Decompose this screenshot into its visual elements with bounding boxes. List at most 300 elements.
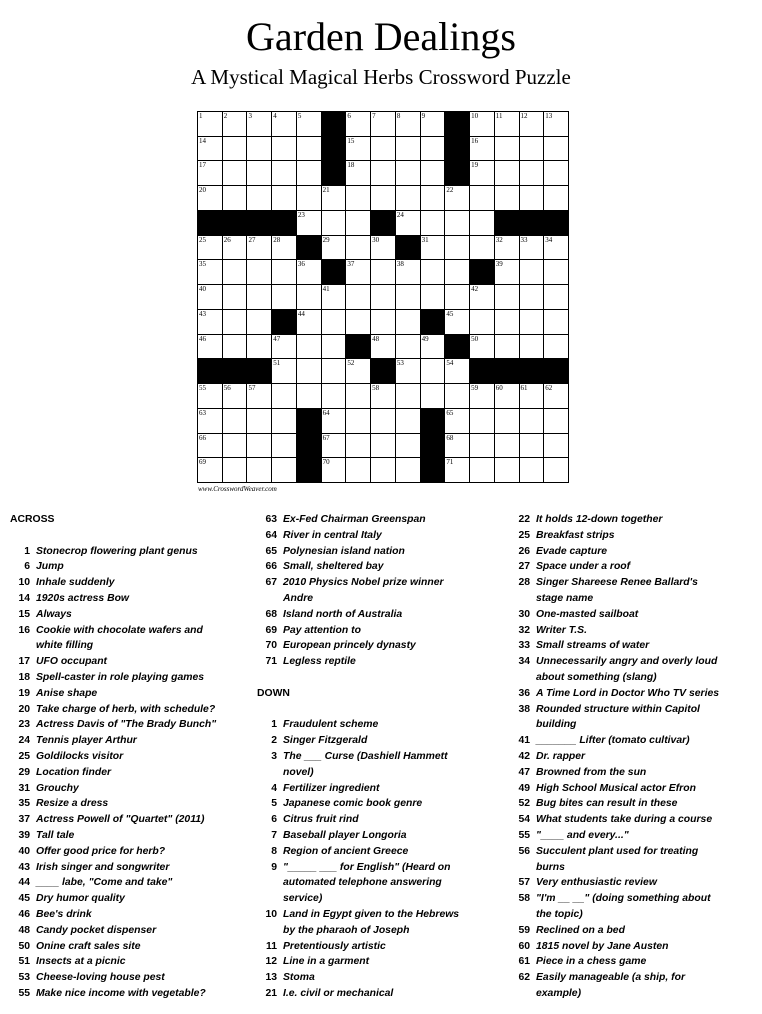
cell-number: 19 xyxy=(471,161,479,170)
grid-cell[interactable] xyxy=(370,185,396,211)
cell-number: 46 xyxy=(199,334,206,343)
grid-cell[interactable] xyxy=(395,185,421,211)
grid-cell[interactable] xyxy=(395,309,421,335)
clue-number: 16 xyxy=(18,624,30,636)
cell-number: 55 xyxy=(199,384,206,393)
grid-cell[interactable] xyxy=(519,235,545,261)
grid-cell[interactable] xyxy=(271,185,297,211)
down-clue xyxy=(510,812,755,828)
grid-cell[interactable] xyxy=(345,309,371,335)
grid-cell[interactable] xyxy=(246,383,272,409)
grid-cell[interactable] xyxy=(296,383,322,409)
grid-cell[interactable] xyxy=(197,334,223,360)
grid-cell[interactable] xyxy=(296,185,322,211)
grid-cell[interactable] xyxy=(395,408,421,434)
grid-cell[interactable] xyxy=(395,433,421,459)
grid-cell[interactable] xyxy=(271,235,297,261)
grid-cell[interactable] xyxy=(543,309,569,335)
grid-cell[interactable] xyxy=(271,334,297,360)
grid-cell[interactable] xyxy=(197,111,223,137)
across-clue xyxy=(10,907,250,923)
grid-cell[interactable] xyxy=(395,334,421,360)
grid-cell[interactable] xyxy=(321,383,347,409)
grid-cell[interactable] xyxy=(469,111,495,137)
grid-cell[interactable] xyxy=(345,235,371,261)
clue-text: Goldilocks visitor xyxy=(36,750,124,762)
grid-cell[interactable] xyxy=(197,284,223,310)
grid-cell[interactable] xyxy=(246,259,272,285)
down-clue xyxy=(510,970,755,986)
black-square xyxy=(543,210,569,236)
across-clue xyxy=(10,781,250,797)
down-clue xyxy=(510,638,755,654)
grid-cell[interactable] xyxy=(469,309,495,335)
clue-number xyxy=(10,638,36,654)
across-clue xyxy=(10,796,250,812)
clue-number: 18 xyxy=(18,671,30,683)
grid-cell[interactable] xyxy=(494,185,520,211)
clue-number xyxy=(510,907,536,923)
grid-cell[interactable] xyxy=(494,334,520,360)
clue-number xyxy=(257,923,283,939)
grid-cell[interactable] xyxy=(494,457,520,483)
grid-cell[interactable] xyxy=(296,160,322,186)
grid-cell[interactable] xyxy=(519,111,545,137)
grid-cell[interactable] xyxy=(395,136,421,162)
grid-cell[interactable] xyxy=(197,185,223,211)
grid-cell[interactable] xyxy=(395,210,421,236)
cell-number: 33 xyxy=(520,235,528,244)
cell-number: 7 xyxy=(372,112,376,120)
grid-cell[interactable] xyxy=(197,136,223,162)
clue-number xyxy=(257,591,283,607)
clue-number: 14 xyxy=(18,592,30,604)
clue-text: about something (slang) xyxy=(536,671,657,683)
grid-cell[interactable] xyxy=(543,433,569,459)
grid-cell[interactable] xyxy=(296,210,322,236)
grid-cell[interactable] xyxy=(519,185,545,211)
grid-cell[interactable] xyxy=(345,433,371,459)
grid-cell[interactable] xyxy=(321,210,347,236)
clue-number: 21 xyxy=(265,987,277,999)
grid-cell[interactable] xyxy=(345,284,371,310)
grid-cell[interactable] xyxy=(222,334,248,360)
grid-cell[interactable] xyxy=(444,408,470,434)
cell-number: 22 xyxy=(446,186,454,195)
grid-cell[interactable] xyxy=(345,160,371,186)
grid-cell[interactable] xyxy=(469,383,495,409)
clue-number: 40 xyxy=(18,845,30,857)
across-clue xyxy=(257,654,502,670)
grid-cell[interactable] xyxy=(222,160,248,186)
grid-cell[interactable] xyxy=(519,433,545,459)
clue-text: What students take during a course xyxy=(536,814,713,826)
grid-cell[interactable] xyxy=(444,457,470,483)
black-square xyxy=(420,433,446,459)
clue-text: Stonecrop flowering plant genus xyxy=(36,545,198,557)
grid-cell[interactable] xyxy=(271,383,297,409)
grid-cell[interactable] xyxy=(321,235,347,261)
grid-cell[interactable] xyxy=(519,383,545,409)
grid-cell[interactable] xyxy=(197,433,223,459)
grid-cell[interactable] xyxy=(296,111,322,137)
grid-cell[interactable] xyxy=(222,383,248,409)
grid-cell[interactable] xyxy=(519,309,545,335)
grid-cell[interactable] xyxy=(271,433,297,459)
down-clue xyxy=(510,591,755,607)
down-clue xyxy=(510,575,755,591)
grid-cell[interactable] xyxy=(469,284,495,310)
across-clue xyxy=(257,544,502,560)
grid-cell[interactable] xyxy=(321,309,347,335)
grid-cell[interactable] xyxy=(345,136,371,162)
clue-text: Fertilizer ingredient xyxy=(283,782,380,794)
clue-text: building xyxy=(536,719,577,731)
clue-number: 13 xyxy=(265,972,277,984)
down-clue xyxy=(510,986,755,1002)
grid-cell[interactable] xyxy=(321,284,347,310)
grid-cell[interactable] xyxy=(321,457,347,483)
grid-cell[interactable] xyxy=(370,111,396,137)
grid-cell[interactable] xyxy=(222,185,248,211)
grid-cell[interactable] xyxy=(296,259,322,285)
cell-number: 53 xyxy=(396,359,404,368)
down-clue xyxy=(510,559,755,575)
grid-cell[interactable] xyxy=(543,284,569,310)
grid-cell[interactable] xyxy=(420,284,446,310)
grid-cell[interactable] xyxy=(222,408,248,434)
across-clue-list xyxy=(10,544,250,1002)
grid-cell[interactable] xyxy=(420,185,446,211)
grid-cell[interactable] xyxy=(271,284,297,310)
grid-cell[interactable] xyxy=(395,358,421,384)
grid-cell[interactable] xyxy=(246,408,272,434)
grid-cell[interactable] xyxy=(469,160,495,186)
grid-cell[interactable] xyxy=(543,136,569,162)
grid-cell[interactable] xyxy=(444,185,470,211)
grid-cell[interactable] xyxy=(494,111,520,137)
grid-cell[interactable] xyxy=(222,309,248,335)
down-clue xyxy=(510,954,755,970)
grid-cell[interactable] xyxy=(296,334,322,360)
grid-cell[interactable] xyxy=(345,457,371,483)
grid-cell[interactable] xyxy=(395,457,421,483)
grid-cell[interactable] xyxy=(370,284,396,310)
clue-text: Take charge of herb, with schedule? xyxy=(36,703,216,715)
grid-cell[interactable] xyxy=(222,284,248,310)
grid-cell[interactable] xyxy=(543,259,569,285)
clue-text: 1815 novel by Jane Austen xyxy=(536,940,669,952)
grid-cell[interactable] xyxy=(543,334,569,360)
clue-text: service) xyxy=(283,893,323,905)
grid-cell[interactable] xyxy=(494,235,520,261)
grid-cell[interactable] xyxy=(519,259,545,285)
grid-cell[interactable] xyxy=(370,160,396,186)
grid-cell[interactable] xyxy=(370,334,396,360)
clue-number: 64 xyxy=(265,529,277,541)
grid-cell[interactable] xyxy=(420,358,446,384)
grid-cell[interactable] xyxy=(519,457,545,483)
grid-cell[interactable] xyxy=(197,408,223,434)
clue-text: Citrus fruit rind xyxy=(283,814,359,826)
cell-number: 8 xyxy=(396,112,401,120)
grid-cell[interactable] xyxy=(420,334,446,360)
clue-number: 31 xyxy=(18,782,30,794)
grid-cell[interactable] xyxy=(420,111,446,137)
cell-number: 61 xyxy=(520,384,528,393)
grid-cell[interactable] xyxy=(469,235,495,261)
cell-number: 69 xyxy=(199,458,206,467)
cell-number: 29 xyxy=(322,235,330,244)
grid-cell[interactable] xyxy=(197,235,223,261)
clue-number: 52 xyxy=(518,798,530,810)
grid-cell[interactable] xyxy=(222,136,248,162)
grid-cell[interactable] xyxy=(246,309,272,335)
grid-cell[interactable] xyxy=(543,408,569,434)
grid-cell[interactable] xyxy=(345,259,371,285)
cell-number: 6 xyxy=(347,112,351,120)
clue-text: Bug bites can result in these xyxy=(536,798,678,810)
grid-cell[interactable] xyxy=(321,433,347,459)
clue-text: Baseball player Longoria xyxy=(283,829,407,841)
grid-cell[interactable] xyxy=(543,457,569,483)
grid-cell[interactable] xyxy=(444,284,470,310)
grid-cell[interactable] xyxy=(271,136,297,162)
grid-cell[interactable] xyxy=(469,334,495,360)
cell-number: 1 xyxy=(199,112,203,120)
grid-cell[interactable] xyxy=(296,358,322,384)
down-clue xyxy=(257,939,502,955)
black-square xyxy=(321,160,347,186)
grid-cell[interactable] xyxy=(246,185,272,211)
down-clue xyxy=(257,954,502,970)
grid-cell[interactable] xyxy=(271,111,297,137)
grid-cell[interactable] xyxy=(370,408,396,434)
grid-cell[interactable] xyxy=(444,210,470,236)
grid-cell[interactable] xyxy=(420,235,446,261)
clue-number: 1 xyxy=(24,545,30,557)
grid-cell[interactable] xyxy=(246,235,272,261)
grid-cell[interactable] xyxy=(222,111,248,137)
across-clue xyxy=(10,844,250,860)
grid-cell[interactable] xyxy=(246,111,272,137)
grid-cell[interactable] xyxy=(370,433,396,459)
down-clue xyxy=(257,765,502,781)
grid-cell[interactable] xyxy=(271,259,297,285)
cell-number: 23 xyxy=(297,210,305,219)
grid-cell[interactable] xyxy=(370,259,396,285)
down-clue xyxy=(510,686,755,702)
clue-number: 38 xyxy=(518,703,530,715)
cell-number: 41 xyxy=(322,285,330,294)
clue-text: white filling xyxy=(36,640,94,652)
grid-cell[interactable] xyxy=(271,408,297,434)
grid-cell[interactable] xyxy=(494,433,520,459)
clue-text: One-masted sailboat xyxy=(536,608,639,620)
cell-number: 45 xyxy=(446,309,454,318)
grid-cell[interactable] xyxy=(494,160,520,186)
cell-number: 9 xyxy=(421,112,426,120)
grid-cell[interactable] xyxy=(494,284,520,310)
grid-cell[interactable] xyxy=(296,309,322,335)
grid-cell[interactable] xyxy=(444,433,470,459)
grid-cell[interactable] xyxy=(395,259,421,285)
cell-number: 36 xyxy=(297,260,305,269)
grid-cell[interactable] xyxy=(543,111,569,137)
across-clue xyxy=(257,575,502,591)
grid-cell[interactable] xyxy=(246,284,272,310)
grid-cell[interactable] xyxy=(246,160,272,186)
grid-cell[interactable] xyxy=(197,259,223,285)
across-header: ACROSS xyxy=(10,514,55,525)
grid-cell[interactable] xyxy=(321,358,347,384)
cell-number: 5 xyxy=(297,112,302,120)
grid-cell[interactable] xyxy=(494,259,520,285)
grid-cell[interactable] xyxy=(197,383,223,409)
grid-cell[interactable] xyxy=(395,160,421,186)
grid-cell[interactable] xyxy=(444,309,470,335)
down-clue xyxy=(257,907,502,923)
grid-cell[interactable] xyxy=(345,111,371,137)
grid-cell[interactable] xyxy=(494,383,520,409)
grid-cell[interactable] xyxy=(444,235,470,261)
grid-cell[interactable] xyxy=(469,210,495,236)
black-square xyxy=(222,210,248,236)
grid-cell[interactable] xyxy=(246,457,272,483)
clue-text: Andre xyxy=(283,592,314,604)
clue-text: Pretentiously artistic xyxy=(283,940,386,952)
clue-number: 42 xyxy=(518,750,530,762)
clue-number: 9 xyxy=(271,861,277,873)
grid-cell[interactable] xyxy=(197,160,223,186)
black-square xyxy=(420,309,446,335)
grid-cell[interactable] xyxy=(519,136,545,162)
grid-cell[interactable] xyxy=(519,408,545,434)
grid-cell[interactable] xyxy=(444,383,470,409)
grid-cell[interactable] xyxy=(246,136,272,162)
grid-cell[interactable] xyxy=(420,210,446,236)
grid-cell[interactable] xyxy=(519,160,545,186)
clue-number: 32 xyxy=(518,624,530,636)
grid-cell[interactable] xyxy=(444,259,470,285)
grid-cell[interactable] xyxy=(444,358,470,384)
grid-cell[interactable] xyxy=(420,259,446,285)
across-clue xyxy=(10,923,250,939)
grid-cell[interactable] xyxy=(345,358,371,384)
grid-cell[interactable] xyxy=(420,136,446,162)
grid-cell[interactable] xyxy=(469,408,495,434)
grid-cell[interactable] xyxy=(246,334,272,360)
grid-cell[interactable] xyxy=(296,284,322,310)
clue-text: Unnecessarily angry and overly loud xyxy=(536,656,718,668)
grid-cell[interactable] xyxy=(197,457,223,483)
clue-text: novel) xyxy=(283,766,314,778)
grid-cell[interactable] xyxy=(321,185,347,211)
grid-cell[interactable] xyxy=(271,160,297,186)
clue-number: 11 xyxy=(266,940,277,952)
grid-cell[interactable] xyxy=(345,408,371,434)
grid-cell[interactable] xyxy=(321,334,347,360)
cell-number: 35 xyxy=(199,260,206,269)
across-clue xyxy=(10,559,250,575)
grid-cell[interactable] xyxy=(519,284,545,310)
grid-cell[interactable] xyxy=(345,383,371,409)
clue-text: Onine craft sales site xyxy=(36,940,141,952)
grid-cell[interactable] xyxy=(543,160,569,186)
across-clue xyxy=(257,638,502,654)
grid-cell[interactable] xyxy=(395,284,421,310)
grid-cell[interactable] xyxy=(543,185,569,211)
across-clue xyxy=(10,733,250,749)
grid-cell[interactable] xyxy=(420,160,446,186)
clue-number xyxy=(257,891,283,907)
grid-cell[interactable] xyxy=(222,457,248,483)
cell-number: 63 xyxy=(199,408,206,417)
grid-cell[interactable] xyxy=(370,309,396,335)
grid-cell[interactable] xyxy=(494,408,520,434)
clue-text: Make nice income with vegetable? xyxy=(36,987,206,999)
clue-number: 67 xyxy=(265,577,277,589)
clue-text: Singer Fitzgerald xyxy=(283,735,368,747)
clue-column-3 xyxy=(510,512,755,1002)
clue-number: 54 xyxy=(518,814,530,826)
clue-text: example) xyxy=(536,987,582,999)
grid-cell[interactable] xyxy=(271,457,297,483)
across-clue xyxy=(10,954,250,970)
grid-cell[interactable] xyxy=(543,383,569,409)
grid-cell[interactable] xyxy=(321,408,347,434)
across-clue xyxy=(257,512,502,528)
grid-cell[interactable] xyxy=(469,433,495,459)
clue-text: burns xyxy=(536,861,565,873)
grid-cell[interactable] xyxy=(246,433,272,459)
grid-cell[interactable] xyxy=(469,457,495,483)
grid-cell[interactable] xyxy=(222,235,248,261)
clue-text: Resize a dress xyxy=(36,798,109,810)
cell-number: 12 xyxy=(520,112,528,120)
black-square xyxy=(420,457,446,483)
cell-number: 44 xyxy=(297,309,305,318)
grid-cell[interactable] xyxy=(197,309,223,335)
grid-cell[interactable] xyxy=(370,136,396,162)
grid-cell[interactable] xyxy=(345,185,371,211)
clue-text: "_____ ___ for English" (Heard on xyxy=(283,861,451,873)
grid-cell[interactable] xyxy=(296,136,322,162)
cell-number: 39 xyxy=(495,260,503,269)
grid-cell[interactable] xyxy=(271,358,297,384)
grid-cell[interactable] xyxy=(370,383,396,409)
grid-cell[interactable] xyxy=(345,210,371,236)
cell-number: 47 xyxy=(273,334,281,343)
grid-cell[interactable] xyxy=(395,383,421,409)
grid-cell[interactable] xyxy=(370,457,396,483)
grid-cell[interactable] xyxy=(494,136,520,162)
down-clue xyxy=(510,544,755,560)
grid-cell[interactable] xyxy=(420,383,446,409)
grid-cell[interactable] xyxy=(519,334,545,360)
down-clue xyxy=(257,828,502,844)
grid-cell[interactable] xyxy=(395,111,421,137)
grid-cell[interactable] xyxy=(469,136,495,162)
grid-cell[interactable] xyxy=(469,185,495,211)
grid-cell[interactable] xyxy=(543,235,569,261)
grid-cell[interactable] xyxy=(222,433,248,459)
grid-cell[interactable] xyxy=(494,309,520,335)
grid-cell[interactable] xyxy=(370,235,396,261)
clue-text: A Time Lord in Doctor Who TV series xyxy=(536,687,720,699)
cell-number: 60 xyxy=(495,384,503,393)
grid-cell[interactable] xyxy=(222,259,248,285)
